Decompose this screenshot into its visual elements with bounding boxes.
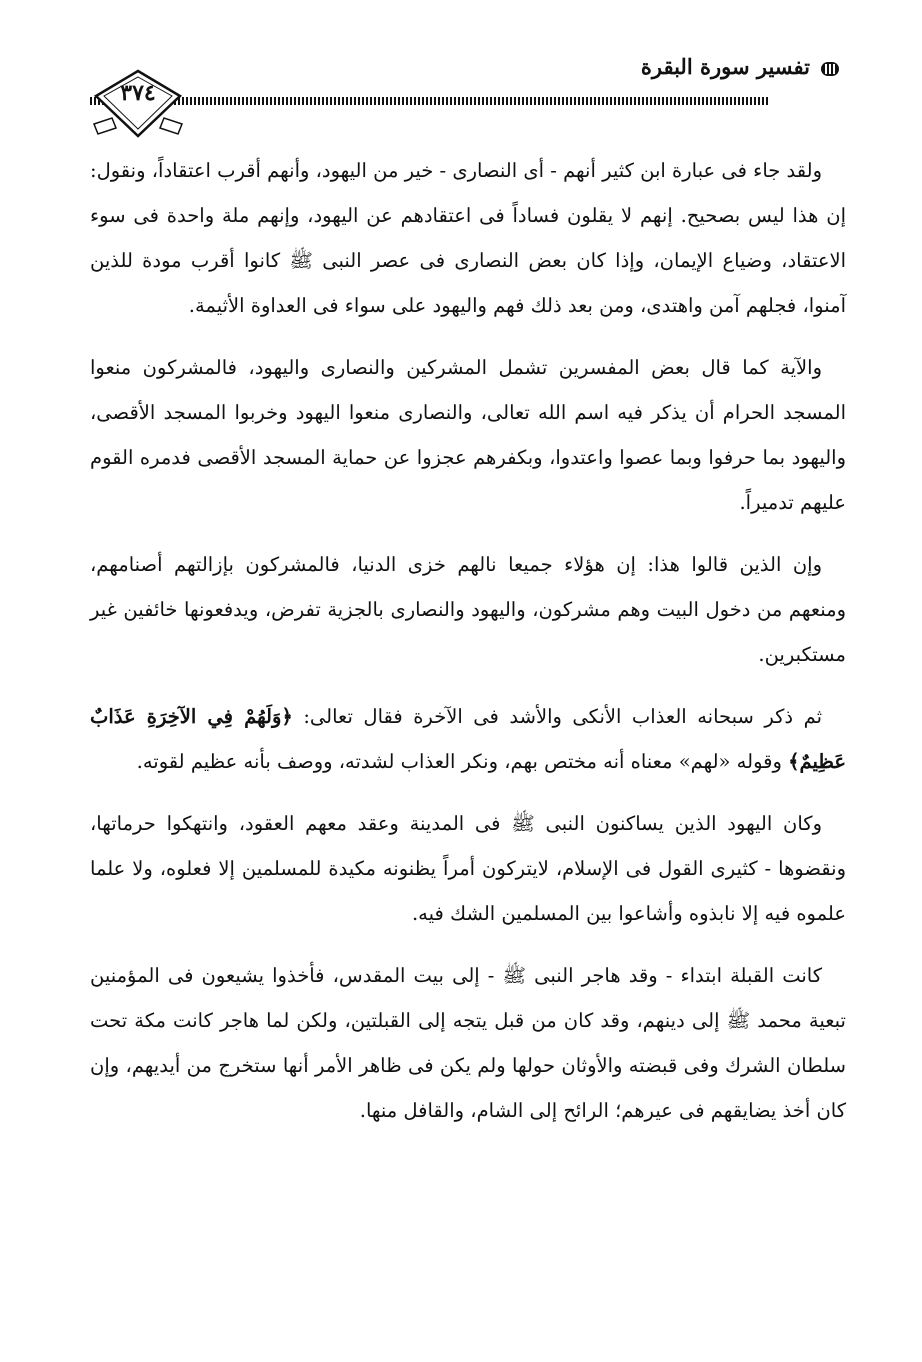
paragraph: وإن الذين قالوا هذا: إن هؤلاء جميعا نالهم خزى الدنيا، فالمشركون بإزالتهم أصنامهم، ومنعهم من دخول البيت وهم مشركون، واليهود والنصارى بالجزية تفرض، ويدفعونها خائفين غير مستكبرين. [90, 553, 846, 666]
paragraph: ولقد جاء فى عبارة ابن كثير أنهم - أى النصارى - خير من اليهود، وأنهم أقرب اعتقاداً، ونقول: إن هذا ليس بصحيح. إنهم لا يقلون فساداً فى اعتقادهم عن اليهود، وإنهم ملة واحدة فى سوء الاعتقاد، وضياع الإيمان، وإذا كان بعض النصارى فى عصر النبى ﷺ كانوا أقرب مودة للذين آمنوا، فجلهم آمن واهتدى، ومن بعد ذلك فهم واليهود على سواء فى العداوة الأثيمة. [90, 159, 847, 317]
paragraph-text: وقوله «لهم» معناه أنه مختص بهم، ونكر العذاب لشدته، ووصف بأنه عظيم لقوته. [136, 750, 789, 773]
paragraph-text: ثم ذكر سبحانه العذاب الأنكى والأشد فى الآخرة فقال تعالى: [292, 705, 822, 728]
running-title: تفسير سورة البقرة [640, 54, 810, 79]
page-body [90, 148, 846, 1150]
page-header [0, 0, 922, 150]
quran-verse: ﴿وَلَهُمْ فِي الآخِرَةِ عَذَابٌ عَظِيمٌ﴾ [90, 705, 846, 773]
paragraph: والآية كما قال بعض المفسرين تشمل المشركين والنصارى واليهود، فالمشركون منعوا المسجد الحرام أن يذكر فيه اسم الله تعالى، والنصارى منعوا اليهود وخربوا المسجد الأقصى، واليهود بما حرفوا وبما عصوا واعتدوا، وبكفرهم عجزوا عن حماية المسجد الأقصى فدمره القوم عليهم تدميراً. [90, 356, 846, 514]
paragraph [90, 694, 846, 784]
paragraph: وكان اليهود الذين يساكنون النبى ﷺ فى المدينة وعقد معهم العقود، وانتهكوا حرماتها، ونقضوها - كثيرى القول فى الإسلام، لايتركون أمراً يظنونه مكيدة للمسلمين إلا فعلوه، ولا علما علموه فيه إلا نابذوه وأشاعوا بين المسلمين الشك فيه. [90, 812, 846, 925]
page-number: ٣٧٤ [120, 80, 156, 106]
paragraph: كانت القبلة ابتداء - وقد هاجر النبى ﷺ - إلى بيت المقدس، فأخذوا يشيعون فى المؤمنين تبعية محمد ﷺ إلى دينهم، وقد كان من قبل يتجه إلى القبلتين، ولكن لما هاجر كانت مكة تحت سلطان الشرك وفى قبضته والأوثان حولها ولم يكن فى ظاهر الأمر أنها ستخرج من أيديهم، وإن كان أخذ يضايقهم فى عيرهم؛ الرائح إلى الشام، والقافل منها. [90, 964, 846, 1122]
header-rule [90, 97, 770, 105]
ornament-icon [818, 60, 842, 78]
